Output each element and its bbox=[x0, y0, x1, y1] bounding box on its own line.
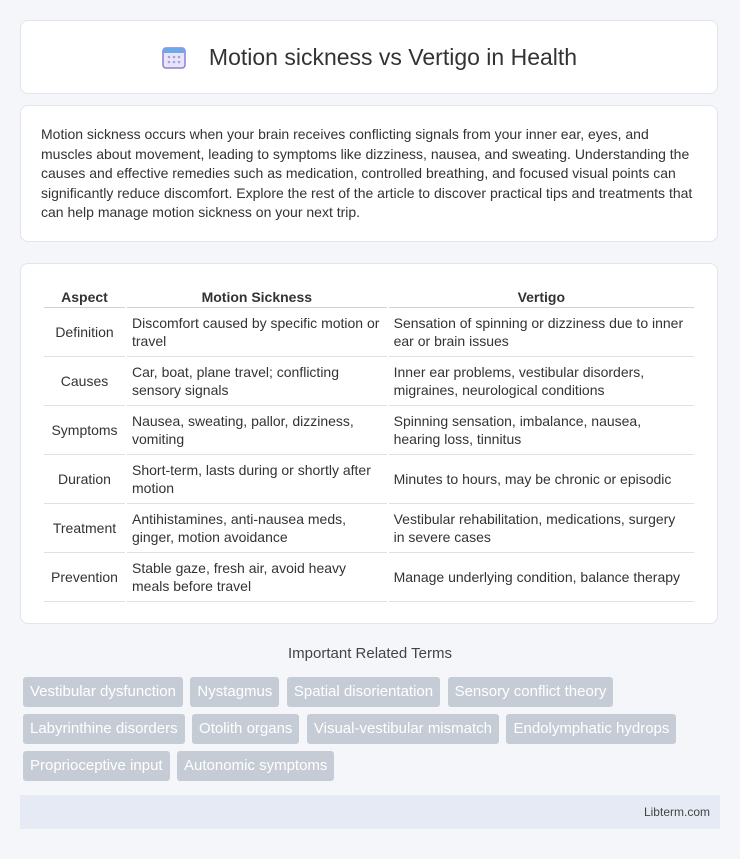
calendar-icon bbox=[161, 44, 187, 70]
cell-motion-sickness: Short-term, lasts during or shortly after motion bbox=[127, 455, 387, 504]
cell-motion-sickness: Antihistamines, anti-nausea meds, ginger, motion avoidance bbox=[127, 504, 387, 553]
cell-vertigo: Manage underlying condition, balance therapy bbox=[389, 553, 694, 602]
table-row bbox=[44, 455, 694, 504]
cell-vertigo: Minutes to hours, may be chronic or episodic bbox=[389, 455, 694, 504]
cell-aspect: Duration bbox=[44, 455, 125, 504]
cell-aspect: Treatment bbox=[44, 504, 125, 553]
related-term-tag[interactable]: Otolith organs bbox=[192, 714, 299, 744]
cell-motion-sickness: Stable gaze, fresh air, avoid heavy meals before travel bbox=[127, 553, 387, 602]
title-card bbox=[20, 20, 718, 94]
table-header-row bbox=[44, 286, 694, 308]
cell-aspect: Symptoms bbox=[44, 406, 125, 455]
cell-aspect: Definition bbox=[44, 308, 125, 357]
related-term-tag[interactable]: Proprioceptive input bbox=[23, 751, 170, 781]
header-aspect: Aspect bbox=[44, 286, 125, 308]
related-term-tag[interactable]: Sensory conflict theory bbox=[448, 677, 614, 707]
cell-motion-sickness: Car, boat, plane travel; conflicting sensory signals bbox=[127, 357, 387, 406]
page-title: Motion sickness vs Vertigo in Health bbox=[208, 43, 578, 70]
cell-vertigo: Spinning sensation, imbalance, nausea, hearing loss, tinnitus bbox=[389, 406, 694, 455]
table-row bbox=[44, 504, 694, 553]
cell-vertigo: Sensation of spinning or dizziness due to inner ear or brain issues bbox=[389, 308, 694, 357]
related-term-tag[interactable]: Vestibular dysfunction bbox=[23, 677, 183, 707]
header-motion-sickness: Motion Sickness bbox=[127, 286, 387, 308]
comparison-table bbox=[42, 286, 696, 602]
related-terms-title: Important Related Terms bbox=[288, 645, 452, 662]
footer bbox=[20, 795, 720, 829]
table-row bbox=[44, 553, 694, 602]
cell-motion-sickness: Discomfort caused by specific motion or travel bbox=[127, 308, 387, 357]
cell-aspect: Causes bbox=[44, 357, 125, 406]
related-term-tag[interactable]: Labyrinthine disorders bbox=[23, 714, 185, 744]
cell-vertigo: Inner ear problems, vestibular disorders, migraines, neurological conditions bbox=[389, 357, 694, 406]
cell-vertigo: Vestibular rehabilitation, medications, surgery in severe cases bbox=[389, 504, 694, 553]
table-row bbox=[44, 357, 694, 406]
table-row bbox=[44, 406, 694, 455]
header-vertigo: Vertigo bbox=[389, 286, 694, 308]
related-term-tag[interactable]: Endolymphatic hydrops bbox=[506, 714, 676, 744]
related-term-tag[interactable]: Autonomic symptoms bbox=[177, 751, 334, 781]
cell-aspect: Prevention bbox=[44, 553, 125, 602]
intro-text: Motion sickness occurs when your brain receives conflicting signals from your inner ear, eyes, and muscles about movement, leading to symptoms like dizziness, nausea, and sweating. Understanding the causes and effective remedies such as medication, controlled breathing, and focused visual points can significantly reduce discomfort. Explore the rest of the article to discover practical tips and treatments that can help manage motion sickness on your next trip. bbox=[41, 126, 693, 220]
table-row bbox=[44, 308, 694, 357]
related-term-tag[interactable]: Nystagmus bbox=[190, 677, 279, 707]
related-term-tag[interactable]: Spatial disorientation bbox=[287, 677, 440, 707]
footer-site-link[interactable]: Libterm.com bbox=[643, 805, 710, 819]
related-term-tag[interactable]: Visual-vestibular mismatch bbox=[307, 714, 499, 744]
comparison-card bbox=[20, 263, 718, 624]
cell-motion-sickness: Nausea, sweating, pallor, dizziness, vomiting bbox=[127, 406, 387, 455]
intro-card bbox=[20, 105, 718, 242]
related-terms-list bbox=[23, 677, 723, 788]
